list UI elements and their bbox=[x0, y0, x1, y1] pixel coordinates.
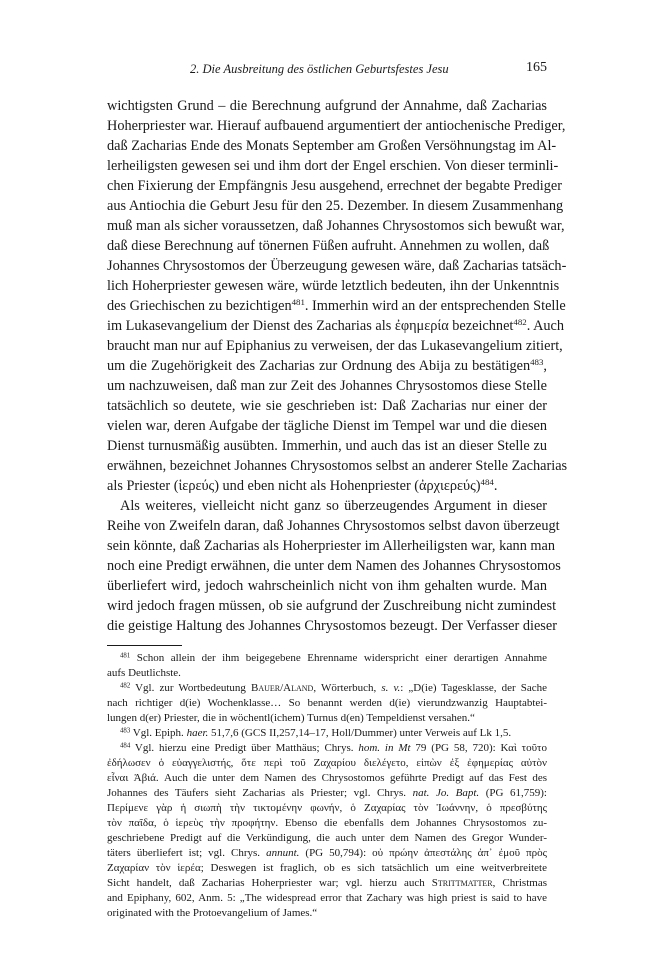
footnote-number: 482 bbox=[120, 682, 131, 690]
footnote-line: lungen d(er) Priester, die in wöchentl(ichem) Turnus d(en) Tempeldienst versahen.“ bbox=[107, 712, 475, 724]
body-text-run: . bbox=[493, 478, 498, 494]
footnote-italic: s. v. bbox=[381, 682, 401, 694]
body-line: daß diese Berechnung auf tönernen Füßen aufruht. Annehmen zu wollen, daß bbox=[107, 238, 550, 254]
footnote-ref[interactable]: 481 bbox=[291, 297, 305, 308]
footnote-text: 51,7,6 (GCS II,257,14–17, Holl/Dummer) unter Verweis auf Lk 1,5. bbox=[208, 727, 512, 739]
body-line: überliefert wird, jedoch wahrscheinlich nicht von ihm gehalten wurde. Man bbox=[107, 578, 547, 594]
footnote-line: aufs Deutlichste. bbox=[107, 667, 181, 679]
footnote-text: Sicht handelt, daß Zacharias Hoherpriester war; vgl. hierzu auch bbox=[107, 877, 432, 889]
footnote-number: 481 bbox=[120, 652, 131, 660]
body-line bbox=[107, 356, 547, 376]
footnote-line bbox=[107, 726, 547, 741]
body-text-run: , bbox=[543, 358, 547, 374]
footnote-text: (PG 61,759): bbox=[479, 787, 547, 799]
body-text-run: . Immerhin wird an der entsprechenden Stelle bbox=[304, 298, 566, 314]
body-line: Als weiteres, vielleicht nicht ganz so überzeugendes Argument in dieser bbox=[120, 498, 547, 514]
footnote-line bbox=[107, 846, 547, 861]
body-line: vielen war, deren Aufgabe der tägliche Dienst im Tempel war und die diesen bbox=[107, 418, 547, 434]
footnote-ref[interactable]: 483 bbox=[530, 357, 544, 368]
footnotes bbox=[107, 651, 547, 921]
footnote-line bbox=[107, 741, 547, 756]
running-title: 2. Die Ausbreitung des östlichen Geburtsfestes Jesu bbox=[190, 62, 449, 76]
footnote-text: Johannes des Täufers sieht Zacharias als Priester; vgl. Chrys. bbox=[107, 787, 413, 799]
footnote-italic: nat. Jo. Bapt. bbox=[412, 787, 480, 799]
body-text-run: des Griechischen zu bezichtigen bbox=[107, 298, 292, 314]
footnote-text: 79 (PG 58, 720): Καὶ τοῦτο bbox=[410, 742, 547, 754]
body-line bbox=[107, 476, 547, 496]
footnote-italic: annunt. bbox=[266, 847, 300, 859]
body-line: Dienst turnusmäßig ausübten. Immerhin, und auch das ist an dieser Stelle zu bbox=[107, 438, 547, 454]
footnote-line bbox=[107, 651, 547, 666]
body-line: um nachzuweisen, daß man zur Zeit des Johannes Chrysostomos diese Stelle bbox=[107, 378, 547, 394]
footnote-line: originated with the Protoevangelium of James.“ bbox=[107, 907, 318, 919]
body-text-run: . Auch bbox=[526, 318, 565, 334]
body-line: die geistige Haltung des Johannes Chrysostomos bezeugt. Der Verfasser dieser bbox=[107, 618, 557, 634]
body-line: chen Fixierung der Empfängnis Jesu ausgehend, errechnet der begabte Prediger bbox=[107, 178, 562, 194]
footnote-line bbox=[107, 786, 547, 801]
footnote-line: nach richtiger d(ie) Wochenklasse… So benannt werden d(ie) vierundzwanzig Hauptabtei- bbox=[107, 697, 547, 709]
body-line: muß man als sicher voraussetzen, daß Johannes Chrysostomos sich bewußt war, bbox=[107, 218, 565, 234]
footnote-line: Ζαχαρίαν τὸν ἱερέα; Deswegen ist fraglich, ob es sich tatsächlich um eine weitverbreitete bbox=[107, 862, 547, 874]
footnote-text: : „D(ie) Tagesklasse, der Sache bbox=[400, 682, 547, 694]
footnote-number: 484 bbox=[120, 742, 131, 750]
footnote-ref[interactable]: 482 bbox=[513, 317, 527, 328]
body-line: sein könnte, daß Zacharias als Hoherpriester im Allerheiligsten war, kann man bbox=[107, 538, 556, 554]
body-text-run: als Priester (ἱερεύς) und eben nicht als Hohenpriester (ἀρχιερεύς) bbox=[107, 478, 481, 494]
body-line: Hoherpriester war. Hierauf aufbauend argumentiert der antiochenische Prediger, bbox=[107, 118, 566, 134]
footnote-line: and Epiphany, 602, Anm. 5: „The widespread error that Zachary was high priest is said to have bbox=[107, 892, 547, 904]
footnote-line: ἐδήλωσεν ὁ εὐαγγελιστής, ὅτε περὶ τοῦ Ζαχαρίου διελέγετο, εἰπὼν ἐξ ἐφημερίας αὐτὸν bbox=[107, 757, 547, 769]
body-line: noch eine Predigt erwähnen, die unter dem Namen des Johannes Chrysostomos bbox=[107, 558, 561, 574]
body-line: Johannes Chrysostomos der Überzeugung gewesen wäre, daß Zacharias tatsäch- bbox=[107, 258, 567, 274]
footnote-rule bbox=[107, 645, 182, 646]
footnote-line: Περίμενε γὰρ ἡ σιωπὴ τὴν τικτομένην φωνήν, ὁ Ζαχαρίας τὸν Ἰωάννην, ὁ πρεσβύτης bbox=[107, 802, 547, 814]
footnote-ref[interactable]: 484 bbox=[480, 477, 494, 488]
author-name: Strittmatter bbox=[431, 877, 493, 889]
footnote-line: εἶναι Ἀβιά. Auch die unter dem Namen des Chrysostomos geführte Predigt auf das Fest des bbox=[107, 772, 547, 784]
body-text-run: um die Zugehörigkeit des Zacharias zur Ordnung des Abija zu bestätigen bbox=[107, 358, 531, 374]
footnote-text: , Wörterbuch, bbox=[313, 682, 382, 694]
body-line: Reihe von Zweifeln daran, daß Johannes Chrysostomos selbst davon überzeugt bbox=[107, 518, 560, 534]
body-line: braucht man nur auf Epiphanius zu verweisen, der das Lukasevangelium zitiert, bbox=[107, 338, 563, 354]
footnote-text: , Christmas bbox=[492, 877, 547, 889]
body-line bbox=[107, 316, 565, 336]
footnote-line bbox=[107, 681, 547, 696]
body-line: wird jedoch fragen müssen, ob sie aufgrund der Zuschreibung nicht zumindest bbox=[107, 598, 557, 614]
footnote-text: (PG 50,794): οὐ πρώην ἀπεστάλης ἀπ᾽ ἐμοῦ πρὸς bbox=[299, 847, 547, 859]
footnote-line: τὸν παῖδα, ὁ ἱερεὺς τὴν προφήτην. Ebenso die ebenfalls dem Johannes Chrysostomos zu- bbox=[107, 817, 547, 829]
footnote-text: Schon allein der ihm beigegebene Ehrenname widerspricht einer derartigen Annahme bbox=[136, 652, 548, 664]
book-page bbox=[107, 58, 568, 921]
body-line bbox=[107, 296, 566, 316]
footnote-text: Vgl. Epiph. bbox=[132, 727, 187, 739]
running-header bbox=[107, 58, 547, 80]
footnote-number: 483 bbox=[120, 727, 131, 735]
footnote-text: täters überliefert ist; vgl. Chrys. bbox=[107, 847, 267, 859]
footnote-italic: haer. bbox=[186, 727, 209, 739]
body-line: lerheiligsten gewesen sei und ihm dort der Engel erschien. Von dieser terminli- bbox=[107, 158, 559, 174]
body-line: daß Zacharias Ende des Monats September am Großen Versöhnungstag im Al- bbox=[107, 138, 557, 154]
author-name: Bauer/Aland bbox=[251, 682, 314, 694]
body-line: erwähnen, bezeichnet Johannes Chrysostomos selbst an anderer Stelle Zacharias bbox=[107, 458, 568, 474]
footnote-line: geschriebene Predigt auf die Verkündigung, die auch unter dem Namen des Gregor Wunder- bbox=[107, 832, 547, 844]
body-line: wichtigsten Grund – die Berechnung aufgrund der Annahme, daß Zacharias bbox=[107, 98, 547, 114]
footnote-line bbox=[107, 876, 547, 891]
body-line: tatsächlich so deutete, wie sie geschrieben ist: Daß Zacharias nur einer der bbox=[107, 398, 547, 414]
body-text bbox=[107, 96, 568, 636]
footnote-text: Vgl. hierzu eine Predigt über Matthäus; Chrys. bbox=[134, 742, 359, 754]
body-line: lich Hoherpriester gewesen wäre, würde letztlich bedeuten, ihn der Unkenntnis bbox=[107, 278, 560, 294]
body-text-run: im Lukasevangelium der Dienst des Zacharias als ἐφημερία bezeichnet bbox=[107, 318, 514, 334]
page-number: 165 bbox=[526, 60, 547, 75]
footnote-italic: hom. in Mt bbox=[358, 742, 411, 754]
footnote-text: Vgl. zur Wortbedeutung bbox=[135, 682, 251, 694]
body-line: aus Antiochia die Geburt Jesu für den 25. Dezember. In diesem Zusammenhang bbox=[107, 198, 564, 214]
